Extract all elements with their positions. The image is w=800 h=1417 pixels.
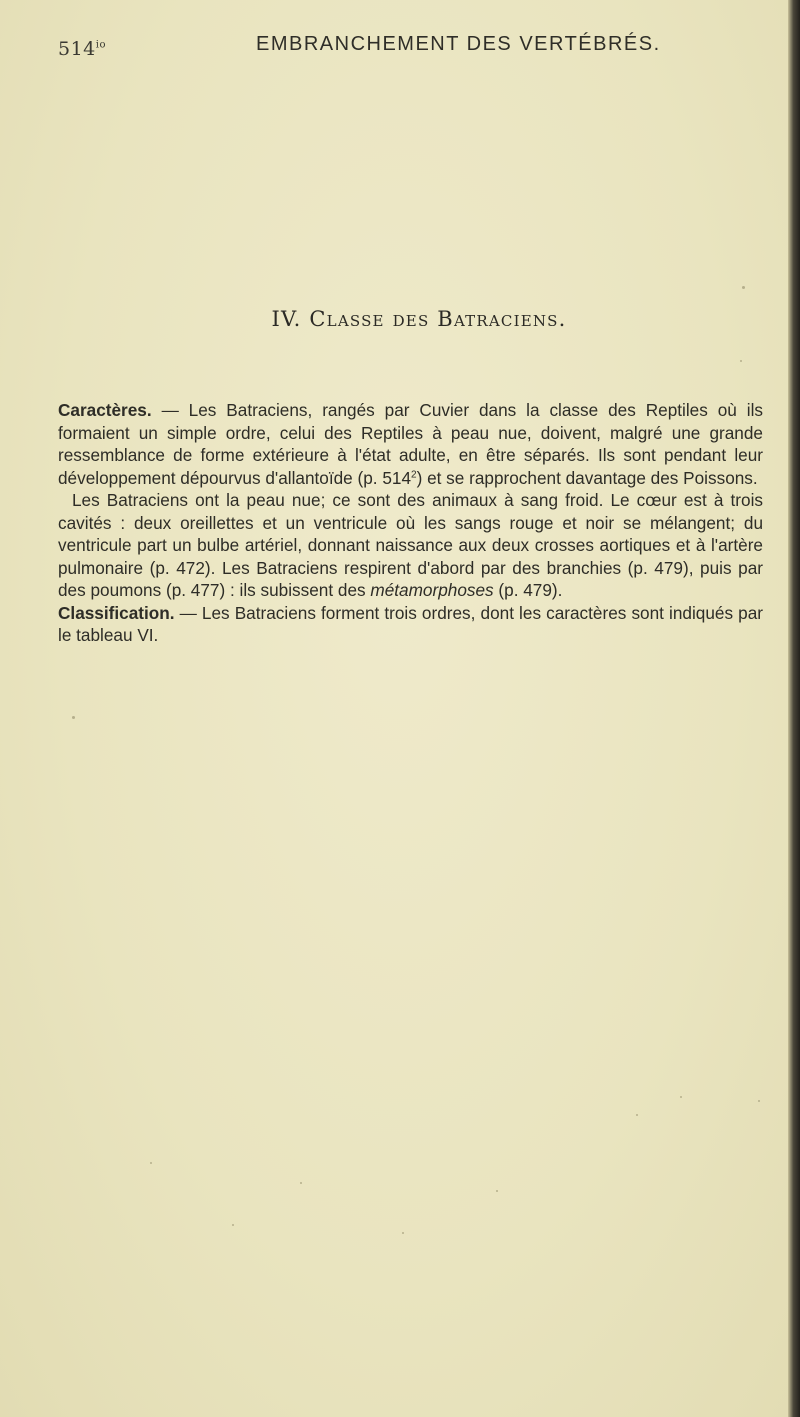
paper-speck (496, 1190, 498, 1192)
paragraph-text: Les Batraciens ont la peau nue; ce sont des animaux à sang froid. Le cœur est à trois cavités : deux oreillettes et un ventricule où les sangs rouge et noir se mélangent; du ventricule part un bulbe artériel, donnant naissance aux deux crosses aortiques et à l'artère pulmonaire (p. 472). Les Batraciens respirent d'abord par des branchies (p. 479), puis par des poumons (p. 477) : ils subissent des (58, 490, 763, 600)
paper-speck (150, 1162, 152, 1164)
paragraph-text: — Les Batraciens forment trois ordres, dont les caractères sont indiqués par le tableau VI. (58, 602, 763, 645)
run-in-heading-characters: Caractères. (58, 400, 152, 420)
paper-speck (740, 360, 742, 362)
book-edge-shadow (788, 0, 800, 1417)
paper-speck (742, 286, 745, 289)
emphasis-metamorphoses: métamorphoses (370, 580, 494, 600)
section-title: IV. Classe des Batraciens. (271, 307, 567, 331)
paper-speck (636, 1114, 638, 1116)
paragraph-classification (58, 602, 763, 647)
paper-speck (402, 1232, 404, 1234)
page-number-value: 514 (58, 38, 96, 60)
page-number (58, 38, 106, 60)
paragraph-anatomy (58, 489, 763, 602)
body-text (58, 399, 763, 647)
run-in-heading-classification: Classification. (58, 602, 175, 623)
paper-speck (758, 1100, 760, 1102)
paragraph-text: — Les Batraciens, rangés par Cuvier dans la classe des Reptiles où ils formaient un simple ordre, celui des Reptiles à peau nue, doivent, malgré une grande ressemblance de forme extérieure à l'état adulte, en être séparés. Ils sont pendant leur développement dépourvus d'allantoïde (p. 514 (58, 400, 763, 488)
footnote-superscript: 2 (411, 468, 417, 480)
page-number-suffix: io (95, 39, 106, 51)
paragraph-text: ) et se rapprochent davantage des Poissons. (416, 467, 758, 488)
paragraph-text: (p. 479). (493, 580, 563, 600)
paragraph-characters (58, 399, 763, 489)
paper-speck (300, 1182, 302, 1184)
paper-speck (680, 1096, 682, 1098)
running-head: EMBRANCHEMENT DES VERTÉBRÉS. (256, 33, 661, 55)
paper-speck (72, 716, 75, 719)
paper-speck (232, 1224, 234, 1226)
